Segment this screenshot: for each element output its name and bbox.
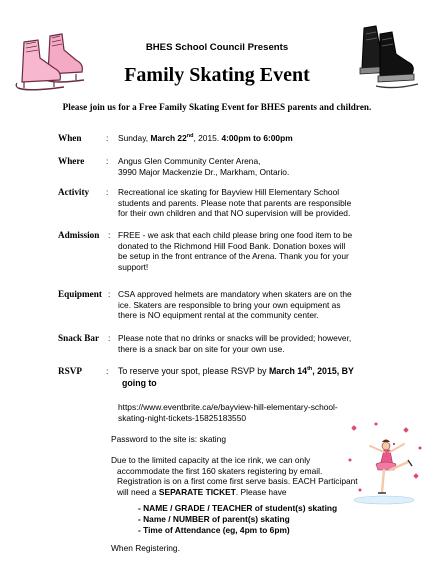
where-label: Where [58,156,85,166]
when-colon: : [106,133,109,143]
rsvp-label: RSVP [58,366,82,376]
where-value: Angus Glen Community Center Arena, 3990 Major Mackenzie Dr., Markham, Ontario. [118,156,290,177]
admission-colon: : [108,230,111,240]
required-item: - NAME / GRADE / TEACHER of student(s) skating [138,503,338,513]
rsvp-line1: To reserve your spot, please RSVP by March 14th, 2015, BY [118,366,354,376]
rsvp-colon: : [106,366,109,376]
rsvp-line2: going to [122,378,157,388]
equipment-value: CSA approved helmets are mandatory when skaters are on the ice. Skaters are responsible to bring your own equipment as there is NO equipment rental at the community center. [118,289,352,321]
rsvp-url[interactable]: https://www.eventbrite.ca/e/bayview-hill-elementary-school- skating-night-tickets-15825183550 [118,402,338,423]
activity-label: Activity [58,187,90,197]
presenter-line: BHES School Council Presents [145,42,289,53]
snackbar-colon: : [108,333,111,343]
rsvp-capacity: Due to the limited capacity at the ice rink, we can only accommodate the first 160 skaters registering by email. Registration is on a first come first serve basis. EACH Participant will need a SEPARATE TICKET. Please have [111,455,358,497]
intro-text: Please join us for a Free Family Skating Event for BHES parents and children. [62,102,372,112]
rsvp-password: Password to the site is: skating [111,434,226,444]
equipment-label: Equipment [58,289,102,299]
figure-skater-icon [346,420,428,520]
admission-value: FREE - we ask that each child please bring one food item to be donated to the Richmond Hill Food Bank. Donation boxes will be setup in the front entrance of the Arena. Thank you for your support! [118,230,353,272]
when-label: When [58,133,82,143]
snackbar-value: Please note that no drinks or snacks will be provided; however, there is a snack bar on site for your own use. [118,333,352,354]
required-item: - Name / NUMBER of parent(s) skating [138,514,290,525]
rsvp-required-items [138,503,337,537]
activity-colon: : [106,187,109,197]
activity-value: Recreational ice skating for Bayview Hill Elementary School students and parents. Please note that parents are responsible for their own children and that NO supervision will be provided. [118,187,352,219]
where-colon: : [106,156,109,166]
rsvp-closing: When Registering. [111,543,180,553]
required-item: - Time of Attendance (eg, 4pm to 6pm) [138,525,290,536]
when-value: Sunday, March 22nd, 2015. 4:00pm to 6:00pm [118,133,293,143]
admission-label: Admission [58,230,100,240]
equipment-colon: : [108,289,111,299]
page-title: Family Skating Event [124,64,310,86]
snackbar-label: Snack Bar [58,333,100,343]
